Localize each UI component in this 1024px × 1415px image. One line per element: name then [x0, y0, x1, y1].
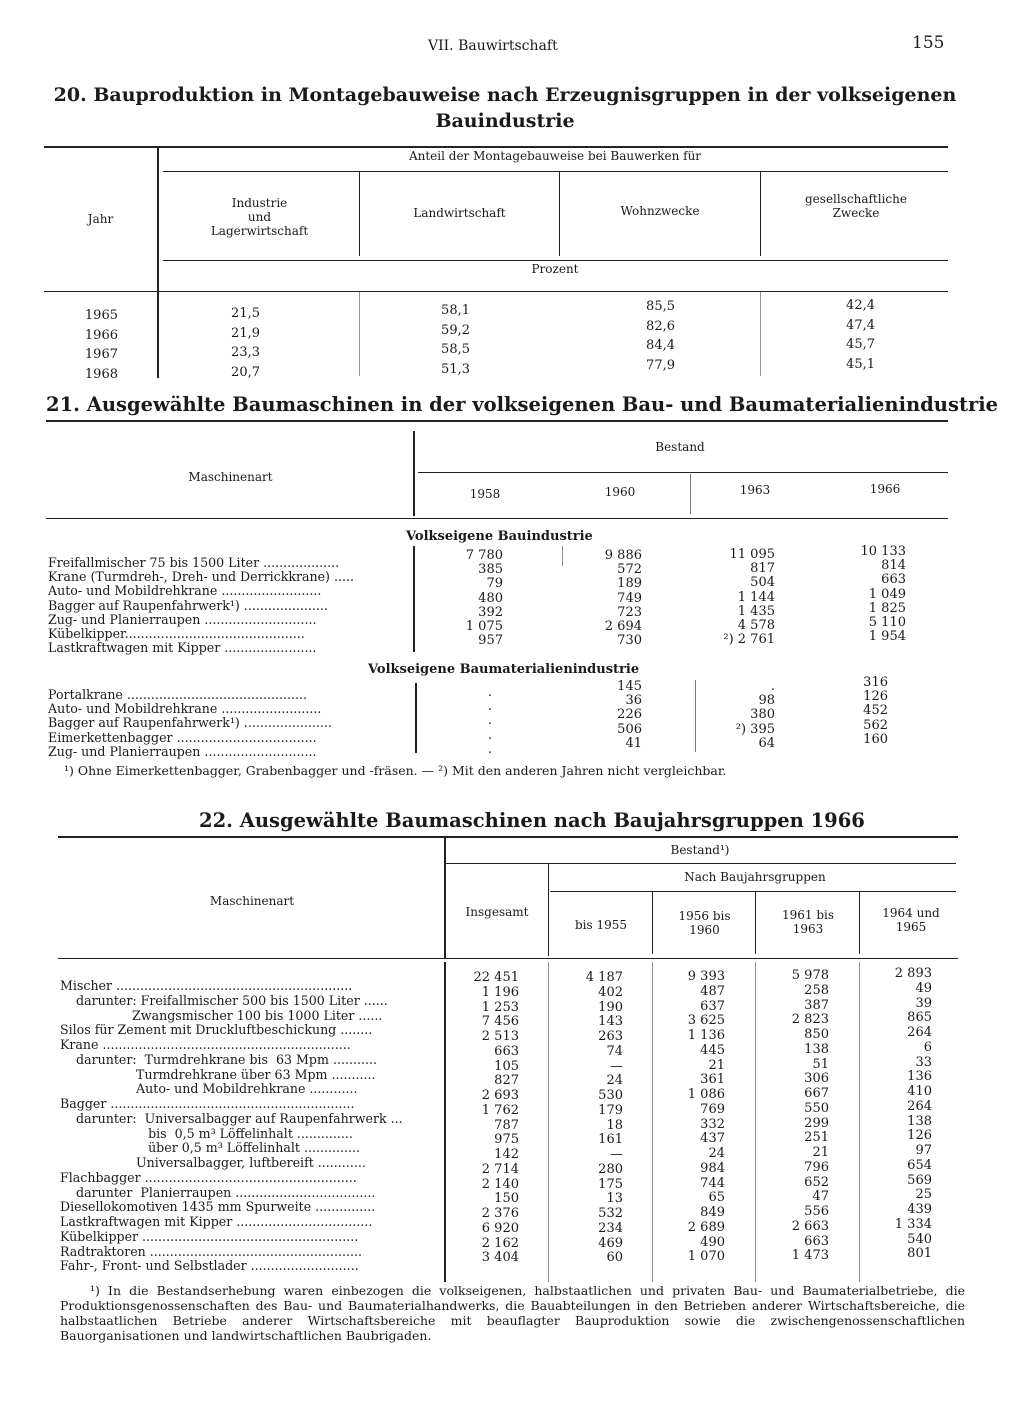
column-rule: [157, 148, 159, 378]
table-21-s1-labels: Freifallmischer 75 bis 1500 Liter ................... Krane (Turmdreh-, Dreh- und Derrickkrane) ..... Auto- und Mobildrehkrane ......................... Bagger auf Raupenfahrwerk¹) ..................... Zug- und Planierraupen ............................ Kübelkipper............................................. Lastkraftwagen mit Kipper .......................: [48, 555, 354, 656]
column-rule: [695, 680, 696, 752]
table-21-section-2: Volkseigene Baumaterialienindustrie: [368, 662, 640, 677]
table-20-head-agriculture: Landwirtschaft: [413, 206, 506, 220]
rule: [44, 291, 948, 292]
table-21-head-1958: 1958: [469, 487, 501, 501]
table-20-col-social: 42,4 47,4 45,7 45,1: [846, 298, 875, 372]
rule: [46, 518, 948, 519]
rule: [58, 958, 958, 959]
table-20-col-industry: 21,5 21,9 23,3 20,7: [231, 306, 260, 380]
table-22-col-g2: 9 393 487 637 3 625 1 136 445 21 361 1 086 769 332 437 24 984 744 65 849 2 689 490 1 070: [687, 969, 725, 1265]
table-22-title: 22. Ausgewählte Baumaschinen nach Baujahrsgruppen 1966: [199, 809, 865, 832]
column-rule: [652, 892, 653, 954]
rule: [418, 472, 948, 473]
running-header: VII. Bauwirtschaft: [428, 38, 558, 54]
column-rule: [652, 962, 653, 1282]
table-22-head-total: Insgesamt: [465, 905, 529, 919]
table-22-labels: Mischer ........................................................... darunter: Freifallmischer 500 bis 1500 Liter ...... Zwangsmischer 100 bis 1000 Liter ...... Silos für Zement mit Druckluftbeschickung ........ Krane .............................................................. darunter: Turmdrehkrane bis 63 Mpm ........... Turmdrehkrane über 63 Mpm ........... Auto- und Mobildrehkrane ............ Bagger ............................................................. darunter: Universalbagger auf Raupenfahrwerk ... bis 0,5 m³ Löffelinhalt .............. über 0,5 m³ Löffelinhalt .............. Universalbagger, luftbereift ............ Flachbagger ..................................................... darunter Planierraupen ................................... Diesellokomotiven 1435 mm Spurweite ............... Lastkraftwagen mit Kipper .................................. Kübelkipper ...................................................... Radtraktoren ..................................................... Fahr-, Front- und Selbstlader ...........................: [60, 978, 403, 1274]
column-rule: [413, 431, 415, 516]
column-rule: [548, 864, 549, 956]
table-21-s1-1966: 10 133 814 663 1 049 1 825 5 110 1 954: [860, 544, 906, 645]
table-22-sub-head: Nach Baujahrsgruppen: [684, 870, 826, 884]
table-22-head-label: Maschinenart: [209, 894, 295, 908]
table-20-group-head: Anteil der Montagebauweise bei Bauwerken für: [408, 149, 702, 163]
table-20-head-social: gesellschaftliche Zwecke: [805, 192, 907, 220]
table-20-head-industry: Industrie und Lagerwirtschaft: [210, 196, 309, 238]
table-21-title: 21. Ausgewählte Baumaschinen in der volkseigenen Bau- und Baumaterialienindustrie: [46, 393, 999, 416]
table-20-head-housing: Wohnzwecke: [620, 204, 700, 218]
table-22-group-head: Bestand¹): [670, 843, 730, 857]
table-21-s2-1966: 316 126 452 562 160: [863, 675, 888, 747]
table-20-head-year: Jahr: [87, 212, 114, 226]
table-21-s2-1960: 145 36 226 506 41: [617, 679, 642, 751]
table-21-head-1960: 1960: [604, 485, 636, 499]
table-20-title-line2: Bauindustrie: [435, 110, 575, 132]
rule: [550, 891, 956, 892]
page-number-text: 155: [912, 33, 945, 53]
table-21-s2-labels: Portalkrane ............................................. Auto- und Mobildrehkrane ......................... Bagger auf Raupenfahrwerk¹) ...................... Eimerkettenbagger ................................... Zug- und Planierraupen ............................: [48, 687, 332, 759]
column-rule: [444, 962, 446, 1282]
table-22-col-total: 22 451 1 196 1 253 7 456 2 513 663 105 827 2 693 1 762 787 975 142 2 714 2 140 150 2 376 6 920 2 162 3 404: [473, 970, 519, 1266]
table-22-col-g4: 2 893 49 39 865 264 6 33 136 410 264 138 126 97 654 569 25 439 1 334 540 801: [894, 966, 932, 1262]
table-20-col-agriculture: 58,1 59,2 58,5 51,3: [441, 303, 470, 377]
table-22-footnote: ¹) In die Bestandserhebung waren einbezogen die volkseigenen, halbstaatlichen und privaten Bau- und Baumaterialbetriebe, die Produktionsgenossenschaften des Bau- und Baumaterialhandwerks, die Bauabteilungen in den Betrieben anderer Wirtschaftsbereiche, die halbstaatlichen Betriebe anderer Wirtschaftsbereiche mit beauflagter Bauproduktion sowie die zwischengenossenschaftlichen Bauorganisationen und landwirtschaftlichen Baubrigaden.: [60, 1283, 965, 1343]
table-21-s2-1958: . . . . .: [487, 685, 493, 757]
rule: [163, 260, 948, 261]
table-21-head-1966: 1966: [869, 482, 901, 496]
table-20-col-housing: 85,5 82,6 84,4 77,9: [646, 299, 675, 373]
rule: [46, 420, 948, 422]
table-22-head-g3: 1961 bis 1963: [781, 908, 835, 936]
column-rule: [548, 962, 549, 1282]
rule: [446, 863, 956, 864]
table-20-unit: Prozent: [531, 262, 579, 276]
table-22-head-g1: bis 1955: [574, 918, 628, 932]
table-20-years: 1965 1966 1967 1968: [84, 308, 118, 382]
column-rule: [859, 892, 860, 954]
column-rule: [444, 838, 446, 958]
column-rule: [760, 292, 761, 376]
table-21-group-head: Bestand: [655, 440, 705, 454]
table-21-s1-1958: 7 780 385 79 480 392 1 075 957: [465, 548, 503, 649]
column-rule: [359, 292, 360, 376]
table-22-head-g4: 1964 und 1965: [882, 906, 940, 934]
table-21-head-label: Maschinenart: [188, 470, 273, 484]
column-rule: [690, 474, 691, 514]
table-21-head-1963: 1963: [739, 483, 771, 497]
column-rule: [413, 546, 415, 652]
column-rule: [755, 962, 756, 1282]
table-21-footnote: ¹) Ohne Eimerkettenbagger, Grabenbagger und -fräsen. — ²) Mit den anderen Jahren nicht vergleichbar.: [64, 763, 727, 778]
table-21-s2-1963: . 98 380 ²) 395 64: [735, 679, 775, 751]
table-22-col-g1: 4 187 402 190 143 263 74 — 24 530 179 18 161 — 280 175 13 532 234 469 60: [585, 970, 623, 1266]
table-22-head-g2: 1956 bis 1960: [678, 909, 731, 937]
table-21-section-1: Volkseigene Bauindustrie: [406, 529, 593, 544]
rule: [163, 171, 948, 172]
table-21-s1-1963: 11 095 817 504 1 144 1 435 4 578 ²) 2 761: [723, 547, 775, 648]
rule: [44, 146, 948, 148]
column-rule: [415, 683, 417, 753]
column-rule: [859, 962, 860, 1282]
table-21-s1-1960: 9 886 572 189 749 723 2 694 730: [604, 548, 642, 649]
table-22-col-g3: 5 978 258 387 2 823 850 138 51 306 667 550 299 251 21 796 652 47 556 2 663 663 1 473: [791, 968, 829, 1264]
rule: [58, 836, 958, 838]
column-rule: [755, 892, 756, 954]
table-20-title-line1: 20. Bauproduktion in Montagebauweise nach Erzeugnisgruppen in der volkseigenen: [53, 84, 957, 106]
